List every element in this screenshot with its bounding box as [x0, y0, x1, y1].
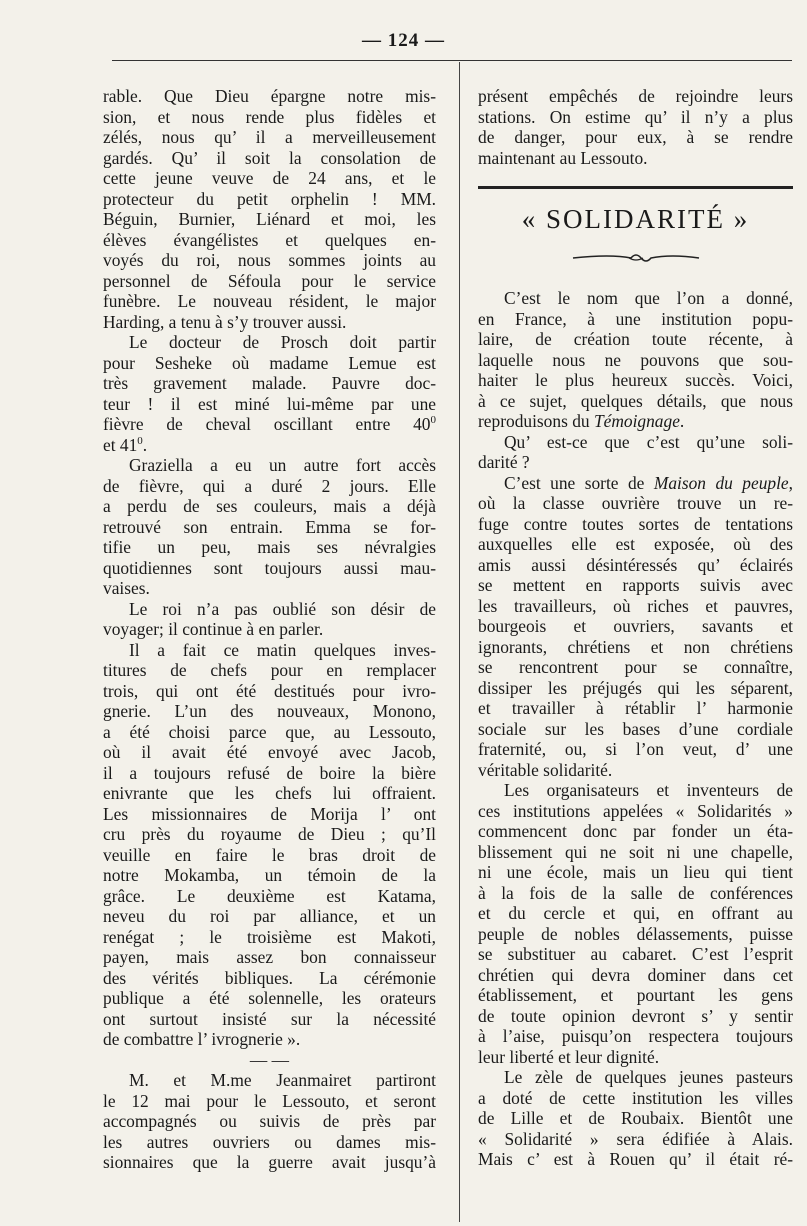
- text-line-content: veuille en faire le bras droit de: [103, 844, 436, 865]
- text-line: [478, 821, 793, 842]
- text-line-content: fraternité, ou, si l’on veut, d’ une: [478, 739, 793, 759]
- text-line-content: Il a fait ce matin quelques inves-: [129, 639, 436, 660]
- text-line: [478, 534, 793, 555]
- text-line-content: zélés, nous qu’ il a merveilleusement: [103, 127, 436, 147]
- text-line-content: de danger, pour eux, à se rendre: [478, 127, 793, 147]
- text-line: [103, 148, 436, 169]
- text-line: [103, 1152, 436, 1173]
- text-line: [478, 452, 793, 473]
- text-line: [103, 168, 436, 189]
- text-line: [103, 824, 436, 845]
- text-line: [478, 596, 793, 617]
- text-line: [478, 1088, 793, 1109]
- text-line-content: reproduisons du: [478, 411, 594, 431]
- text-line: [478, 329, 793, 350]
- text-line-content: blissement qui ne soit ni une chapelle,: [478, 841, 793, 862]
- text-line: [103, 845, 436, 866]
- text-line-content: quotidiennes sont toujours aussi mau-: [103, 557, 436, 578]
- text-line-content: tifie un peu, mais ses névralgies: [103, 537, 436, 557]
- text-line-content: à la fois de la salle de conférences: [478, 882, 793, 903]
- text-line-content: cru près du royaume de Dieu ; qu’Il: [103, 824, 436, 844]
- text-line: [103, 312, 436, 333]
- text-line-content: enivrante que les chefs lui offraient.: [103, 783, 436, 803]
- text-line: [478, 1149, 793, 1170]
- text-line-content: protecteur du petit orphelin ! MM.: [103, 188, 436, 209]
- text-line: [478, 107, 793, 128]
- text-line: [103, 86, 436, 107]
- text-line-content: pour Sesheke où madame Lemue est: [103, 352, 436, 373]
- text-line-content: darité ?: [478, 452, 530, 472]
- text-line-content: grâce. Le deuxième est Katama,: [103, 885, 436, 906]
- text-line: [103, 681, 436, 702]
- text-line-content: funèbre. Le nouveau résident, le major: [103, 291, 436, 311]
- text-line-content: établissement, et pourtant les gens: [478, 985, 793, 1005]
- text-line-content: maintenant au Lessouto.: [478, 147, 648, 168]
- text-line: [103, 250, 436, 271]
- text-line: [103, 332, 436, 353]
- page-number: — 124 —: [362, 30, 445, 51]
- text-line: [103, 763, 436, 784]
- text-line-content: Les missionnaires de Morija l’ ont: [103, 803, 436, 824]
- trailing-text: .: [679, 411, 685, 431]
- superscript-text: 0: [137, 434, 143, 447]
- text-line: [478, 473, 793, 494]
- text-line-content: sionnaires que la guerre avait jusqu’à: [103, 1152, 436, 1172]
- text-line: [478, 309, 793, 330]
- text-line: [103, 927, 436, 948]
- text-line: [478, 575, 793, 596]
- text-line-content: Graziella a eu un autre fort accès: [129, 455, 436, 475]
- text-line-content: en France, à une institution popu-: [478, 308, 793, 329]
- text-line-content: de combattre l’ ivrognerie ».: [103, 1029, 301, 1049]
- text-line-content: bourgeois et ouvriers, savants et: [478, 616, 793, 636]
- text-line: [103, 394, 436, 415]
- text-line: [103, 886, 436, 907]
- text-line-content: ignorants, chrétiens et non chrétiens: [478, 636, 793, 657]
- text-line-content: trois, qui ont été destitués pour ivro-: [103, 680, 436, 701]
- text-line: [103, 373, 436, 394]
- text-line: [478, 411, 793, 432]
- text-line-content: teur ! il est miné lui-même par une: [103, 393, 436, 414]
- text-line-content: Le docteur de Prosch doit partir: [129, 332, 436, 352]
- text-line: [478, 432, 793, 453]
- text-line: [478, 780, 793, 801]
- text-line-content: vaises.: [103, 578, 150, 598]
- text-line-content: M. et M.me Jeanmairet partiront: [129, 1070, 436, 1090]
- text-line: [103, 1029, 436, 1050]
- text-line: [103, 107, 436, 128]
- text-line: [478, 657, 793, 678]
- text-line-content: gnerie. L’un des nouveaux, Monono,: [103, 701, 436, 721]
- text-line-content: Béguin, Burnier, Liénard et moi, les: [103, 209, 436, 229]
- text-line: [478, 924, 793, 945]
- text-line: [478, 883, 793, 904]
- text-line-content: les autres ouvriers ou dames mis-: [103, 1131, 436, 1152]
- text-line-content: présent empêchés de rejoindre leurs: [478, 86, 793, 106]
- text-line: [478, 698, 793, 719]
- text-line: [103, 496, 436, 517]
- text-line-content: C’est le nom que l’on a donné,: [504, 288, 793, 308]
- text-line: [478, 493, 793, 514]
- text-line-content: sion, et nous rende plus fidèles et: [103, 106, 436, 127]
- text-line-content: se rencontrent pour se connaître,: [478, 657, 793, 677]
- text-line-content: de toute opinion devront s’ y sentir: [478, 1005, 793, 1026]
- text-line: [478, 1108, 793, 1129]
- text-line-content: commencent donc par fonder un éta-: [478, 821, 793, 841]
- text-line: [478, 739, 793, 760]
- text-line-content: ces institutions appelées « Solidarités »: [478, 800, 793, 821]
- text-line-content: sociale sur les bases d’une cordiale: [478, 718, 793, 739]
- text-line: [103, 1050, 436, 1071]
- text-line: [478, 1047, 793, 1068]
- text-line-content: payen, mais assez bon connaisseur: [103, 947, 436, 967]
- text-line-content: des vérités bibliques. La cérémonie: [103, 967, 436, 988]
- text-line-content: ont surtout insisté sur la nécessité: [103, 1008, 436, 1029]
- text-line: [478, 616, 793, 637]
- text-line-content: cette jeune veuve de 24 ans, et le: [103, 168, 436, 188]
- text-line: [103, 660, 436, 681]
- text-line: [103, 1070, 436, 1091]
- text-line: [103, 783, 436, 804]
- column-divider: [459, 62, 460, 1222]
- section-title: « SOLIDARITÉ »: [521, 204, 750, 234]
- text-line: [478, 801, 793, 822]
- text-line: [478, 370, 793, 391]
- text-line-content: accompagnés ou suivis de près par: [103, 1111, 436, 1131]
- text-line-content: auxquelles elle est exposée, où des: [478, 534, 793, 554]
- text-line: [478, 148, 793, 169]
- text-line-content: — —: [249, 1049, 290, 1070]
- right-column-body: [478, 288, 793, 1170]
- header-rule: [112, 60, 792, 61]
- text-line-content: où la classe ouvrière trouve un re-: [478, 493, 793, 513]
- text-line-content: se mettent en rapports suivis avec: [478, 575, 793, 595]
- text-line: [103, 230, 436, 251]
- text-line: [103, 435, 436, 456]
- text-line: [103, 640, 436, 661]
- text-line: [478, 86, 793, 107]
- left-column: [103, 86, 436, 1173]
- text-line-content: leur liberté et leur dignité.: [478, 1046, 660, 1067]
- text-line: [103, 209, 436, 230]
- text-line-content: Le zèle de quelques jeunes pasteurs: [504, 1067, 793, 1087]
- text-line: [103, 722, 436, 743]
- text-line: [478, 719, 793, 740]
- text-line-content: fièvre de cheval oscillant entre 40: [103, 414, 431, 434]
- text-line-content: à l’aise, puisqu’on respectera toujours: [478, 1026, 793, 1046]
- text-line: [103, 578, 436, 599]
- text-line-content: C’est une sorte de: [504, 472, 654, 493]
- text-line: [478, 678, 793, 699]
- text-line: [478, 1067, 793, 1088]
- italic-text: Maison du peuple: [653, 472, 789, 493]
- text-line: [103, 291, 436, 312]
- text-line: [478, 555, 793, 576]
- text-line-content: amis aussi désintéressés qu’ éclairés: [478, 554, 793, 575]
- text-line-content: où il avait été envoyé avec Jacob,: [103, 742, 436, 762]
- text-line-content: retrouvé son entrain. Emma se for-: [103, 516, 436, 537]
- text-line-content: Mais c’ est à Rouen qu’ il était ré-: [478, 1149, 793, 1169]
- text-line: [103, 701, 436, 722]
- text-line-content: très gravement malade. Pauvre doc-: [103, 373, 436, 393]
- text-line-content: dissiper les préjugés qui les séparent,: [478, 677, 793, 698]
- text-line: [103, 414, 436, 435]
- text-line-content: fuge contre toutes sortes de tentations: [478, 513, 793, 534]
- text-line: [478, 862, 793, 883]
- text-line-content: laire, de création toute récente, à: [478, 329, 793, 349]
- text-line-content: a été choisi parce que, au Lessouto,: [103, 721, 436, 742]
- text-line: [103, 1132, 436, 1153]
- text-line: [103, 804, 436, 825]
- text-line: [103, 517, 436, 538]
- text-line: [103, 619, 436, 640]
- text-line: [103, 947, 436, 968]
- text-line-content: les travailleurs, où riches et pauvres,: [478, 595, 793, 616]
- text-line: [478, 288, 793, 309]
- ornament-flourish-icon: [571, 248, 701, 268]
- text-line: [103, 1009, 436, 1030]
- text-line: [478, 760, 793, 781]
- text-line-content: Les organisateurs et inventeurs de: [504, 780, 793, 800]
- italic-text: Témoignage: [593, 411, 680, 431]
- text-line-content: personnel de Séfoula pour le service: [103, 270, 436, 291]
- trailing-text: ,: [788, 472, 793, 493]
- text-line-content: publique a été solennelle, les orateurs: [103, 988, 436, 1008]
- text-line-content: peuple de nobles délassements, puisse: [478, 923, 793, 944]
- text-line: [103, 455, 436, 476]
- text-line-content: Harding, a tenu à s’y trouver aussi.: [103, 311, 347, 332]
- text-line: [478, 842, 793, 863]
- text-line: [478, 350, 793, 371]
- text-line: [103, 476, 436, 497]
- text-line-content: laquelle nous ne pouvons que sou-: [478, 349, 793, 370]
- text-line: [478, 637, 793, 658]
- text-line-content: à ce sujet, quelques détails, que nous: [478, 390, 793, 411]
- text-line: [103, 1111, 436, 1132]
- text-line: [103, 1091, 436, 1112]
- text-line: [103, 271, 436, 292]
- text-line-content: stations. On estime qu’ il n’y a plus: [478, 106, 793, 127]
- text-line: [478, 514, 793, 535]
- text-line-content: véritable solidarité.: [478, 759, 613, 780]
- text-line: [103, 537, 436, 558]
- text-line-content: le 12 mai pour le Lessouto, et seront: [103, 1090, 436, 1111]
- text-line: [478, 965, 793, 986]
- text-line-content: notre Mokamba, un témoin de la: [103, 865, 436, 885]
- right-column-top: [478, 86, 793, 168]
- text-line: [103, 599, 436, 620]
- text-line-content: ni une école, mais un lieu qui tient: [478, 862, 793, 882]
- text-line-content: il a toujours refusé de boire la bière: [103, 762, 436, 783]
- text-line: [478, 903, 793, 924]
- text-line: [103, 742, 436, 763]
- text-line-content: renégat ; le troisième est Makoti,: [103, 926, 436, 947]
- text-line-content: rable. Que Dieu épargne notre mis-: [103, 86, 436, 106]
- text-line: [103, 865, 436, 886]
- text-line-content: neveu du roi par alliance, et un: [103, 906, 436, 926]
- text-line-content: de Lille et de Roubaix. Bientôt une: [478, 1108, 793, 1128]
- text-line-content: titures de chefs pour en remplacer: [103, 660, 436, 680]
- text-line: [103, 906, 436, 927]
- text-line: [478, 1026, 793, 1047]
- text-line-content: voyés du roi, nous sommes joints au: [103, 250, 436, 270]
- section-rule: [478, 186, 793, 189]
- text-line-content: et travailler à rétablir l’ harmonie: [478, 698, 793, 718]
- text-line-content: se substituer au cabaret. C’est l’esprit: [478, 944, 793, 964]
- text-line: [478, 944, 793, 965]
- text-line: [478, 1006, 793, 1027]
- text-line-content: a doté de cette institution les villes: [478, 1087, 793, 1108]
- text-line-content: Le roi n’a pas oublié son désir de: [129, 598, 436, 619]
- text-line-content: « Solidarité » sera édifiée à Alais.: [478, 1128, 793, 1149]
- text-line-content: Qu’ est-ce que c’est qu’une soli-: [504, 431, 793, 452]
- text-line: [103, 127, 436, 148]
- text-line-content: de fièvre, qui a duré 2 jours. Elle: [103, 475, 436, 496]
- text-line-content: élèves évangélistes et quelques en-: [103, 229, 436, 250]
- text-line: [103, 189, 436, 210]
- text-line-content: voyager; il continue à en parler.: [103, 619, 324, 639]
- text-line-content: chrétien qui devra dominer dans cet: [478, 964, 793, 985]
- text-line-content: et du cercle et qui, en offrant au: [478, 903, 793, 923]
- text-line: [478, 1129, 793, 1150]
- text-line: [103, 968, 436, 989]
- text-line: [478, 985, 793, 1006]
- trailing-text: .: [142, 434, 148, 455]
- text-line-content: gardés. Qu’ il soit la consolation de: [103, 147, 436, 168]
- text-line-content: a perdu de ses couleurs, mais a déjà: [103, 496, 436, 516]
- text-line: [478, 391, 793, 412]
- text-line-content: haiter le plus heureux succès. Voici,: [478, 370, 793, 390]
- text-line: [103, 558, 436, 579]
- text-line: [103, 988, 436, 1009]
- superscript-text: 0: [430, 414, 436, 426]
- text-line: [478, 127, 793, 148]
- text-line: [103, 353, 436, 374]
- text-line-content: et 41: [103, 434, 138, 455]
